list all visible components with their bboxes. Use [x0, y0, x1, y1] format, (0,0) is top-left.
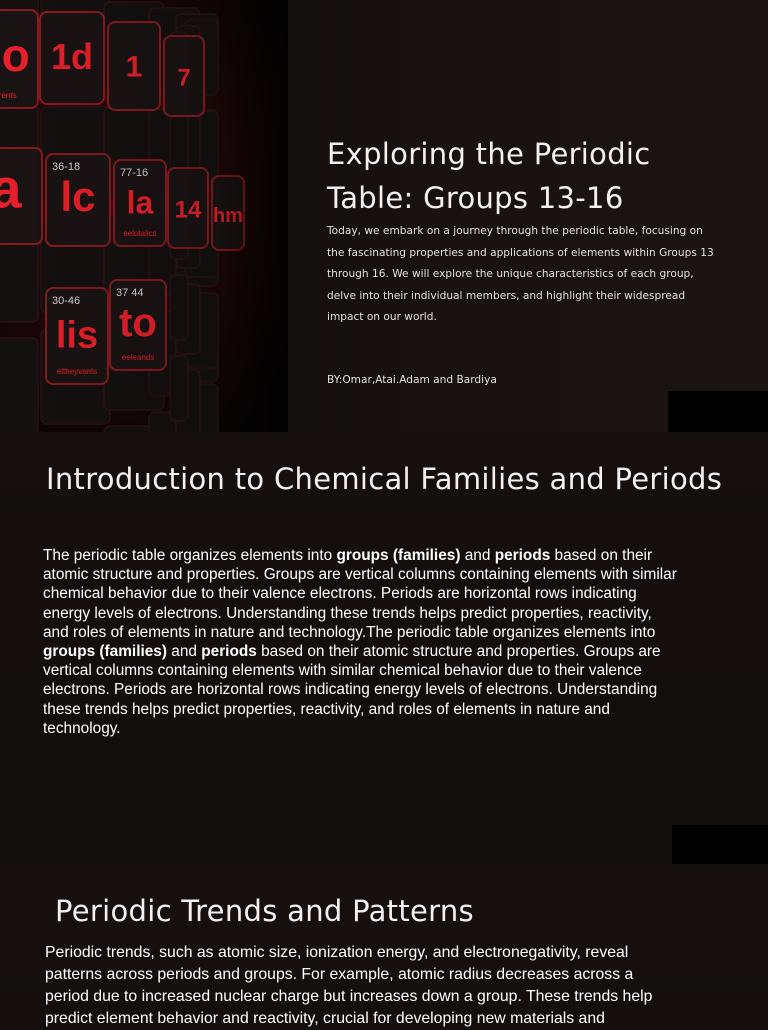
paragraph-segment: and [167, 643, 202, 661]
slide-corner-tab [672, 825, 768, 864]
author-byline: BY:Omar,Atai.Adam and Bardiya [327, 374, 497, 386]
section-heading: Introduction to Chemical Families and Periods [46, 462, 723, 496]
slide-corner-tab [668, 391, 768, 432]
section-heading: Periodic Trends and Patterns [55, 894, 474, 928]
bold-term: groups (families) [43, 643, 167, 661]
trends-paragraph: Periodic trends, such as atomic size, ionization energy, and electronegativity, reveal patterns across periods and groups. For example, atomic radius decreases across a period due to increased nuclear charge but increases down a group. These trends help predict element behavior and reactivity, crucial for developing new materials and [45, 944, 653, 1027]
title-slide [0, 0, 768, 432]
periodic-table-photo [0, 0, 288, 432]
paragraph-segment: based on their atomic structure and properties. Groups are vertical columns containing elements with similar chemical behavior due to their valence electrons. Periods are horizontal rows indicating energy levels of electrons. Understanding these trends helps predict properties, reactivity, and roles of elements in nature and technology. [43, 643, 661, 737]
families-slide [0, 432, 768, 864]
families-paragraph [43, 546, 678, 738]
periodic-table-tiles [0, 0, 288, 432]
trends-slide [0, 864, 768, 1027]
bold-term: groups (families) [336, 547, 461, 564]
bold-term: periods [201, 643, 257, 661]
bold-term: periods [494, 547, 551, 564]
paragraph-segment: and [460, 547, 495, 564]
paragraph-segment: based on their atomic structure and properties. Groups are vertical columns containing elements with similar chemical behavior due to their valence electrons. Periods are horizontal rows indicating energy levels of electrons. Understanding these trends helps predict properties, reactivity, and roles of elements in nature and technology.The periodic table organizes elements into [43, 547, 677, 641]
intro-paragraph: Today, we embark on a journey through the periodic table, focusing on the fascinating properties and applications of elements within Groups 13 through 16. We will explore the unique characteristics of each group, delve into their individual members, and highlight their widespread impact on our world. [327, 225, 714, 323]
paragraph-segment: The periodic table organizes elements into [43, 547, 337, 564]
slide-title: Exploring the Periodic Table: Groups 13-16 [327, 137, 651, 215]
